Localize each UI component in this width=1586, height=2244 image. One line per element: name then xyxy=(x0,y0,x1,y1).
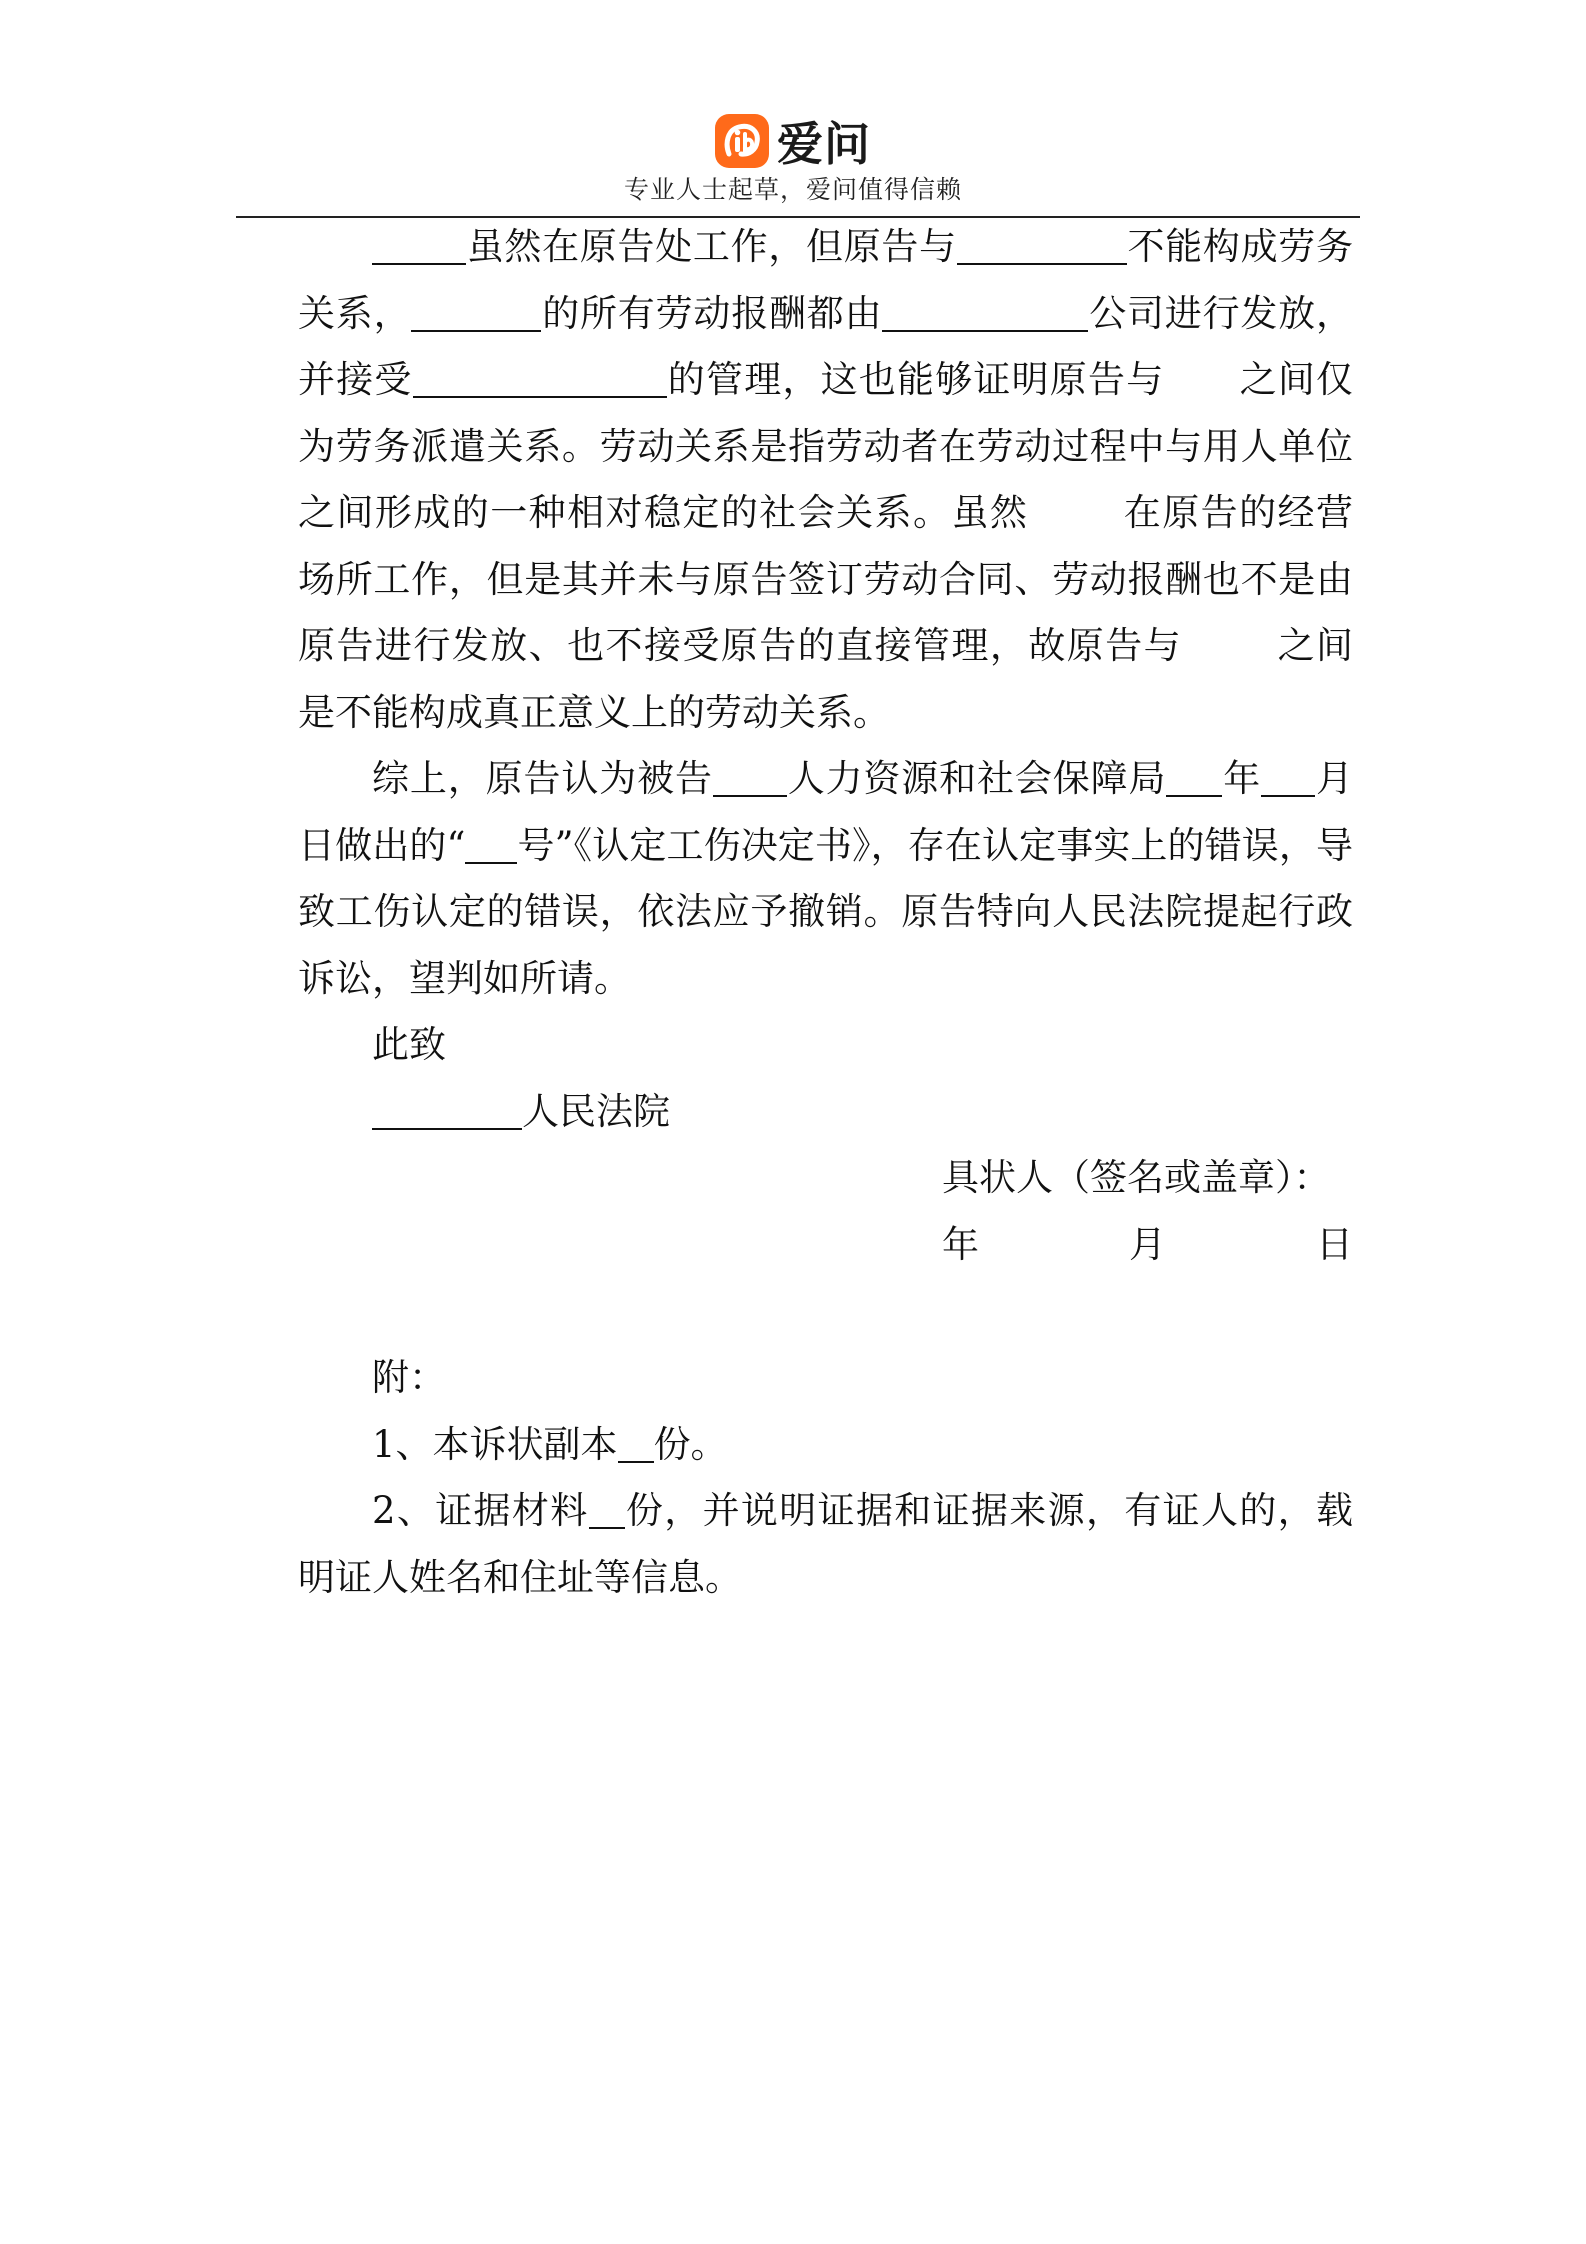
date-day: 日 xyxy=(1316,1222,1353,1266)
appendix-item-1 xyxy=(298,1412,1353,1479)
blank-field xyxy=(957,226,1127,265)
signer-line: 具状人（签名或盖章）： xyxy=(942,1156,1331,1199)
blank-field xyxy=(411,293,541,332)
appendix-text: 份。 xyxy=(653,1422,728,1466)
blank-field xyxy=(882,293,1088,332)
blank-field xyxy=(372,1091,522,1130)
paragraph-text: 人力资源和社会保障局 xyxy=(786,757,1167,800)
paragraph-text: 年 xyxy=(1222,757,1262,800)
blank-field xyxy=(713,758,787,797)
appendix-item-2 xyxy=(298,1478,1353,1611)
brand-logo-icon xyxy=(715,114,769,168)
blank-field xyxy=(413,359,667,398)
court-name: 人民法院 xyxy=(522,1089,670,1133)
paragraph-conclusion xyxy=(298,746,1353,1012)
court-line xyxy=(298,1079,1353,1146)
appendix-title: 附： xyxy=(372,1356,446,1399)
blank-field xyxy=(1261,758,1315,797)
date-line xyxy=(298,1212,1353,1279)
salutation: 此致 xyxy=(372,1023,446,1066)
date-year: 年 xyxy=(942,1222,979,1266)
paragraph-text: 综上，原告认为被告 xyxy=(372,757,713,800)
paragraph-text: 月日做出的“ xyxy=(298,757,1354,867)
brand-name: 爱问 xyxy=(777,117,871,171)
blank-field xyxy=(589,1490,625,1529)
appendix-text: 1、本诉状副本 xyxy=(372,1422,618,1466)
paragraph-text: 的所有劳动报酬都由 xyxy=(541,291,883,335)
paragraph-text: 在原告的经营场所工作，但是其并未与原告签订劳动合同、劳动报酬也不是由原告进行发放、也不接受原告的直接管理，故原告与 xyxy=(298,491,1353,667)
brand-tagline: 专业人士起草，爱问值得信赖 xyxy=(623,175,962,204)
document-body xyxy=(298,214,1353,1611)
blank-field xyxy=(465,825,517,864)
appendix-text: 2、证据材料 xyxy=(372,1489,589,1532)
blank-field xyxy=(1166,758,1222,797)
blank-field xyxy=(618,1424,654,1463)
paragraph-text: 号”《认定工伤决定书》，存在认定事实上的错误，导致工伤认定的错误，依法应予撤销。原告特向人民法院提起行政诉讼，望判如所请。 xyxy=(298,823,1353,1000)
paragraph-text: 公司进行发放，并接受 xyxy=(298,291,1354,401)
paragraph-text: 的管理，这也能够证明原告与 xyxy=(666,358,1165,401)
blank-field xyxy=(372,226,466,265)
paragraph-text: 之间是不能构成真正意义上的劳动关系。 xyxy=(298,624,1354,734)
paragraph-text: 之间仅为劳务派遣关系。劳动关系是指劳动者在劳动过程中与用人单位之间形成的一种相对稳定的社会关系。虽然 xyxy=(298,358,1354,534)
date-month: 月 xyxy=(1129,1222,1166,1266)
appendix-text: 份，并说明证据和证据来源，有证人的，载明证人姓名和住址等信息。 xyxy=(298,1489,1354,1599)
paragraph-text: 不能构成劳务关系， xyxy=(298,225,1354,335)
paragraph-text: 虽然在原告处工作，但原告与 xyxy=(466,225,957,268)
paragraph-relationship xyxy=(298,214,1353,746)
brand-logo xyxy=(0,112,1586,170)
